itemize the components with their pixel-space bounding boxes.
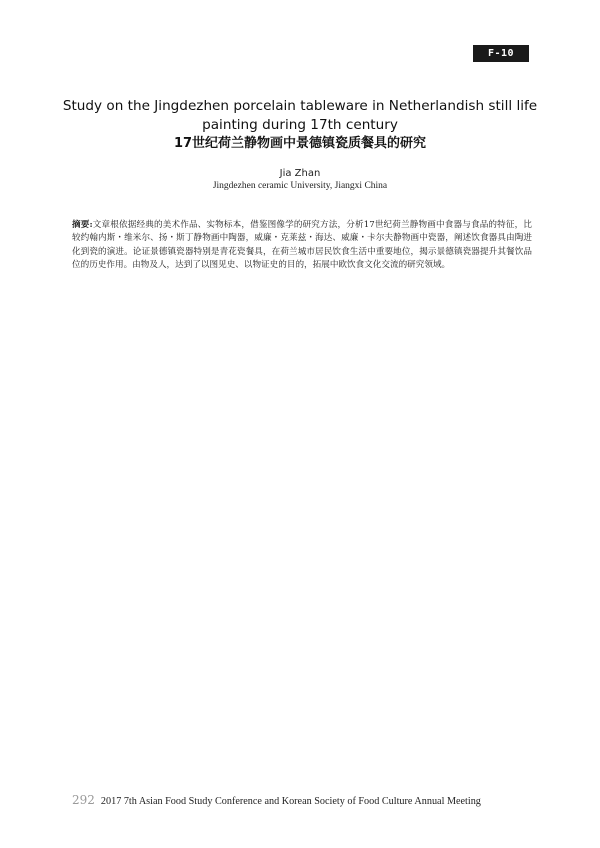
session-tag: F-10	[473, 45, 529, 62]
page-number: 292	[72, 793, 95, 807]
title-block	[60, 97, 540, 153]
conference-name: 2017 7th Asian Food Study Conference and Korean Society of Food Culture Annual Meeting	[100, 796, 481, 807]
abstract	[72, 219, 532, 273]
page-footer	[72, 791, 542, 809]
abstract-text: 文章根依据经典的美术作品、实物标本，借鉴图像学的研究方法，分析17世纪荷兰静物画中食器与食品的特征，比较约翰内斯・维米尔、扬・斯丁静物画中陶器，威廉・克莱兹・海达、威廉・卡尔夫静物画中瓷器，阐述饮食器具由陶进化到瓷的演进。论证景德镇瓷器特别是青花瓷餐具，在荷兰城市居民饮食生活中重要地位，揭示景德镇瓷器提升其餐饮品位的历史作用。由物及人，达到了以图见史、以物证史的目的，拓展中欧饮食文化交流的研究领域。	[72, 220, 532, 271]
abstract-label: 摘要:	[72, 220, 93, 230]
author-name: Jia Zhan	[279, 168, 321, 179]
paper-title-english: Study on the Jingdezhen porcelain tableware in Netherlandish still life painting during 17th century	[62, 98, 538, 133]
author-affiliation: Jingdezhen ceramic University, Jiangxi China	[212, 181, 388, 191]
paper-title-chinese: 17世纪荷兰静物画中景德镇瓷质餐具的研究	[173, 136, 427, 151]
